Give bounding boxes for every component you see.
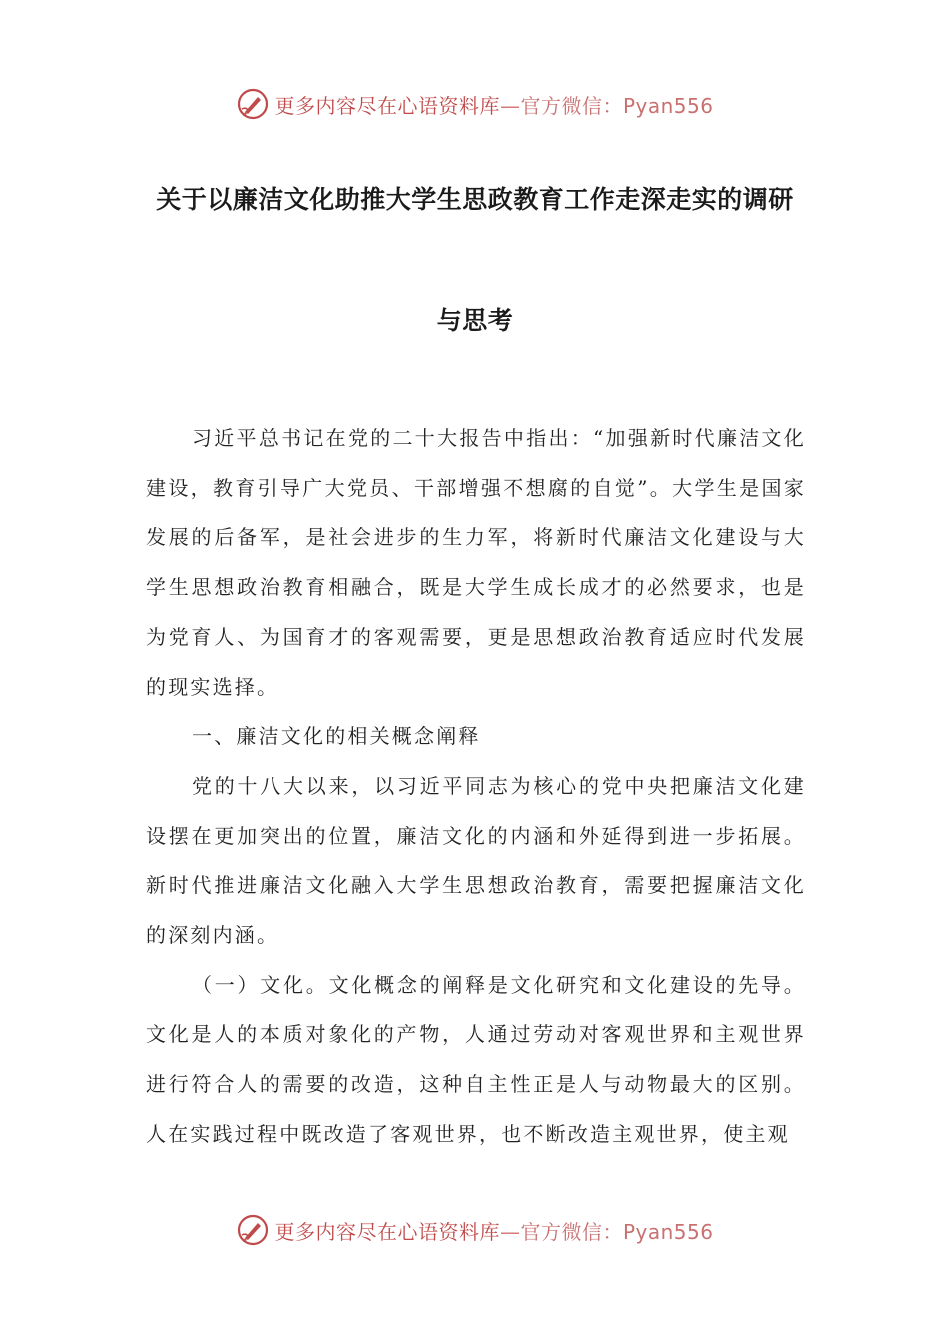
watermark-separator: — [499, 93, 521, 118]
watermark-text [274, 1216, 713, 1245]
watermark-site: 更多内容尽在心语资料库 [274, 1219, 500, 1244]
watermark-separator: — [499, 1219, 521, 1244]
document-title-line-2: 与思考 [436, 306, 514, 335]
watermark-wechat: 官方微信：Pyan556 [520, 93, 714, 118]
document-title-line-1: 关于以廉洁文化助推大学生思政教育工作走深走实的调研 [156, 185, 794, 214]
watermark-text [274, 90, 713, 119]
paragraph-section-1: 党的十八大以来，以习近平同志为核心的党中央把廉洁文化建设摆在更加突出的位置，廉洁文化的内涵和外延得到进一步拓展。新时代推进廉洁文化融入大学生思想政治教育，需要把握廉洁文化的深刻内涵。 [146, 773, 806, 948]
pen-logo-icon [236, 87, 270, 121]
watermark-wechat: 官方微信：Pyan556 [520, 1219, 714, 1244]
watermark-site: 更多内容尽在心语资料库 [274, 93, 500, 118]
section-heading-1: 一、廉洁文化的相关概念阐释 [192, 724, 481, 749]
footer-watermark [0, 1210, 950, 1250]
paragraph-culture: （一）文化。文化概念的阐释是文化研究和文化建设的先导。文化是人的本质对象化的产物，人通过劳动对客观世界和主观世界进行符合人的需要的改造，这种自主性正是人与动物最大的区别。人在实践过程中既改造了客观世界，也不断改造主观世界，使主观 [146, 972, 806, 1146]
pen-logo-icon [236, 1213, 270, 1247]
document-body [146, 414, 806, 1160]
header-watermark [0, 84, 950, 124]
paragraph-intro: 习近平总书记在党的二十大报告中指出：“加强新时代廉洁文化建设，教育引导广大党员、干部增强不想腐的自觉”。大学生是国家发展的后备军，是社会进步的生力军，将新时代廉洁文化建设与大学生思想政治教育相融合，既是大学生成长成才的必然要求，也是为党育人、为国育才的客观需要，更是思想政治教育适应时代发展的现实选择。 [146, 426, 806, 699]
